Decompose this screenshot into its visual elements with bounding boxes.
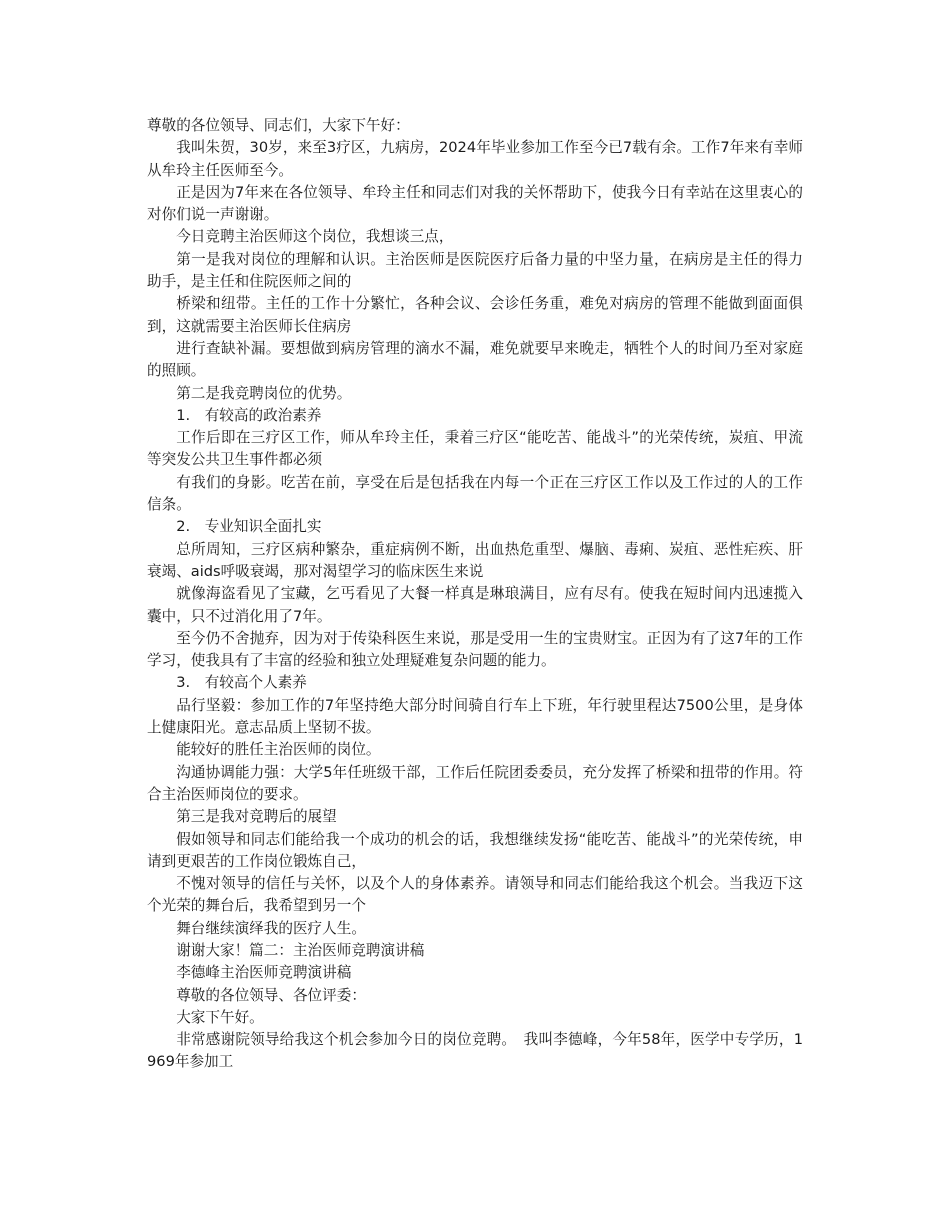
point-one-paragraph: 第一是我对岗位的理解和认识。主治医师是医院医疗后备力量的中坚力量，在病房是主任的得力助手，是主任和住院医师之间的 — [147, 250, 803, 291]
point-one-ending-paragraph: 进行查缺补漏。要想做到病房管理的滴水不漏，难免就要早来晚走，牺牲个人的时间乃至对家庭的照顾。 — [147, 339, 803, 380]
political-continued-paragraph: 有我们的身影。吃苦在前，享受在后是包括我在内每一个正在三疗区工作以及工作过的人的工作信条。 — [147, 473, 803, 514]
intro-paragraph: 我叫朱贺，30岁，来至3疗区，九病房，2024年毕业参加工作至今已7载有余。工作7年来有幸师从牟玲主任医师至今。 — [147, 139, 803, 179]
knowledge-ending-paragraph: 至今仍不舍抛弃，因为对于传染科医生来说，那是受用一生的宝贵财宝。正因为有了这7年的工作学习，使我具有了丰富的经验和独立处理疑难复杂问题的能力。 — [147, 629, 803, 670]
knowledge-continued-paragraph: 就像海盗看见了宝藏，乞丐看见了大餐一样真是琳琅满目，应有尽有。使我在短时间内迅速揽入囊中，只不过消化用了7年。 — [147, 585, 803, 625]
second-speech-greeting: 大家下午好。 — [176, 1008, 264, 1026]
subheading-personal: 3. 有较高个人素养 — [176, 674, 307, 692]
greeting-paragraph: 尊敬的各位领导、同志们，大家下午好： — [147, 117, 410, 134]
document-body — [147, 115, 803, 1074]
outlook-ending-paragraph: 舞台继续演绎我的医疗人生。 — [176, 919, 366, 937]
political-paragraph: 工作后即在三疗区工作，师从牟玲主任，秉着三疗区“能吃苦、能战斗”的光荣传统，炭疽、甲流等突发公共卫生事件都必须 — [147, 429, 803, 469]
communication-paragraph: 沟通协调能力强：大学5年任班级干部，工作后任院团委委员，充分发挥了桥梁和扭带的作用。符合主治医师岗位的要求。 — [147, 763, 803, 803]
subheading-knowledge: 2. 专业知识全面扎实 — [176, 518, 322, 536]
subheading-political: 1. 有较高的政治素养 — [176, 406, 322, 424]
outlook-paragraph: 假如领导和同志们能给我一个成功的机会的话，我想继续发扬“能吃苦、能战斗”的光荣传统，申请到更艰苦的工作岗位锻炼自己， — [147, 830, 803, 870]
knowledge-paragraph: 总所周知，三疗区病种繁杂，重症病例不断，出血热危重型、爆脑、毒痢、炭疽、恶性疟疾、肝衰竭、aids呼吸衰竭，那对渴望学习的临床医生来说 — [147, 540, 803, 580]
second-speech-salutation: 尊敬的各位领导、各位评委： — [176, 986, 366, 1004]
second-speech-title: 李德峰主治医师竞聘演讲稿 — [176, 964, 352, 982]
topic-paragraph: 今日竞聘主治医师这个岗位，我想谈三点， — [176, 228, 454, 246]
thanks-paragraph: 正是因为7年来在各位领导、牟玲主任和同志们对我的关怀帮助下，使我今日有幸站在这里衷心的对你们说一声谢谢。 — [147, 183, 803, 224]
point-one-continued-paragraph: 桥梁和纽带。主任的工作十分繁忙，各种会议、会诊任务重，难免对病房的管理不能做到面面俱到，这就需要主治医师长住病房 — [147, 295, 803, 335]
personal-continued-paragraph: 能较好的胜任主治医师的岗位。 — [176, 741, 381, 759]
closing-paragraph: 谢谢大家！篇二：主治医师竞聘演讲稿 — [176, 941, 425, 959]
outlook-continued-paragraph: 不愧对领导的信任与关怀，以及个人的身体素养。请领导和同志们能给我这个机会。当我迈下这个光荣的舞台后，我希望到另一个 — [147, 875, 803, 915]
second-speech-intro: 非常感谢院领导给我这个机会参加今日的岗位竞聘。 我叫李德峰，今年58年，医学中专学历，1969年参加工 — [147, 1031, 803, 1071]
personal-paragraph: 品行坚毅：参加工作的7年坚持绝大部分时间骑自行车上下班，年行驶里程达7500公里，是身体上健康阳光。意志品质上坚韧不拔。 — [147, 696, 803, 737]
point-two-heading: 第二是我竞聘岗位的优势。 — [176, 384, 352, 402]
point-three-heading: 第三是我对竞聘后的展望 — [176, 808, 337, 826]
